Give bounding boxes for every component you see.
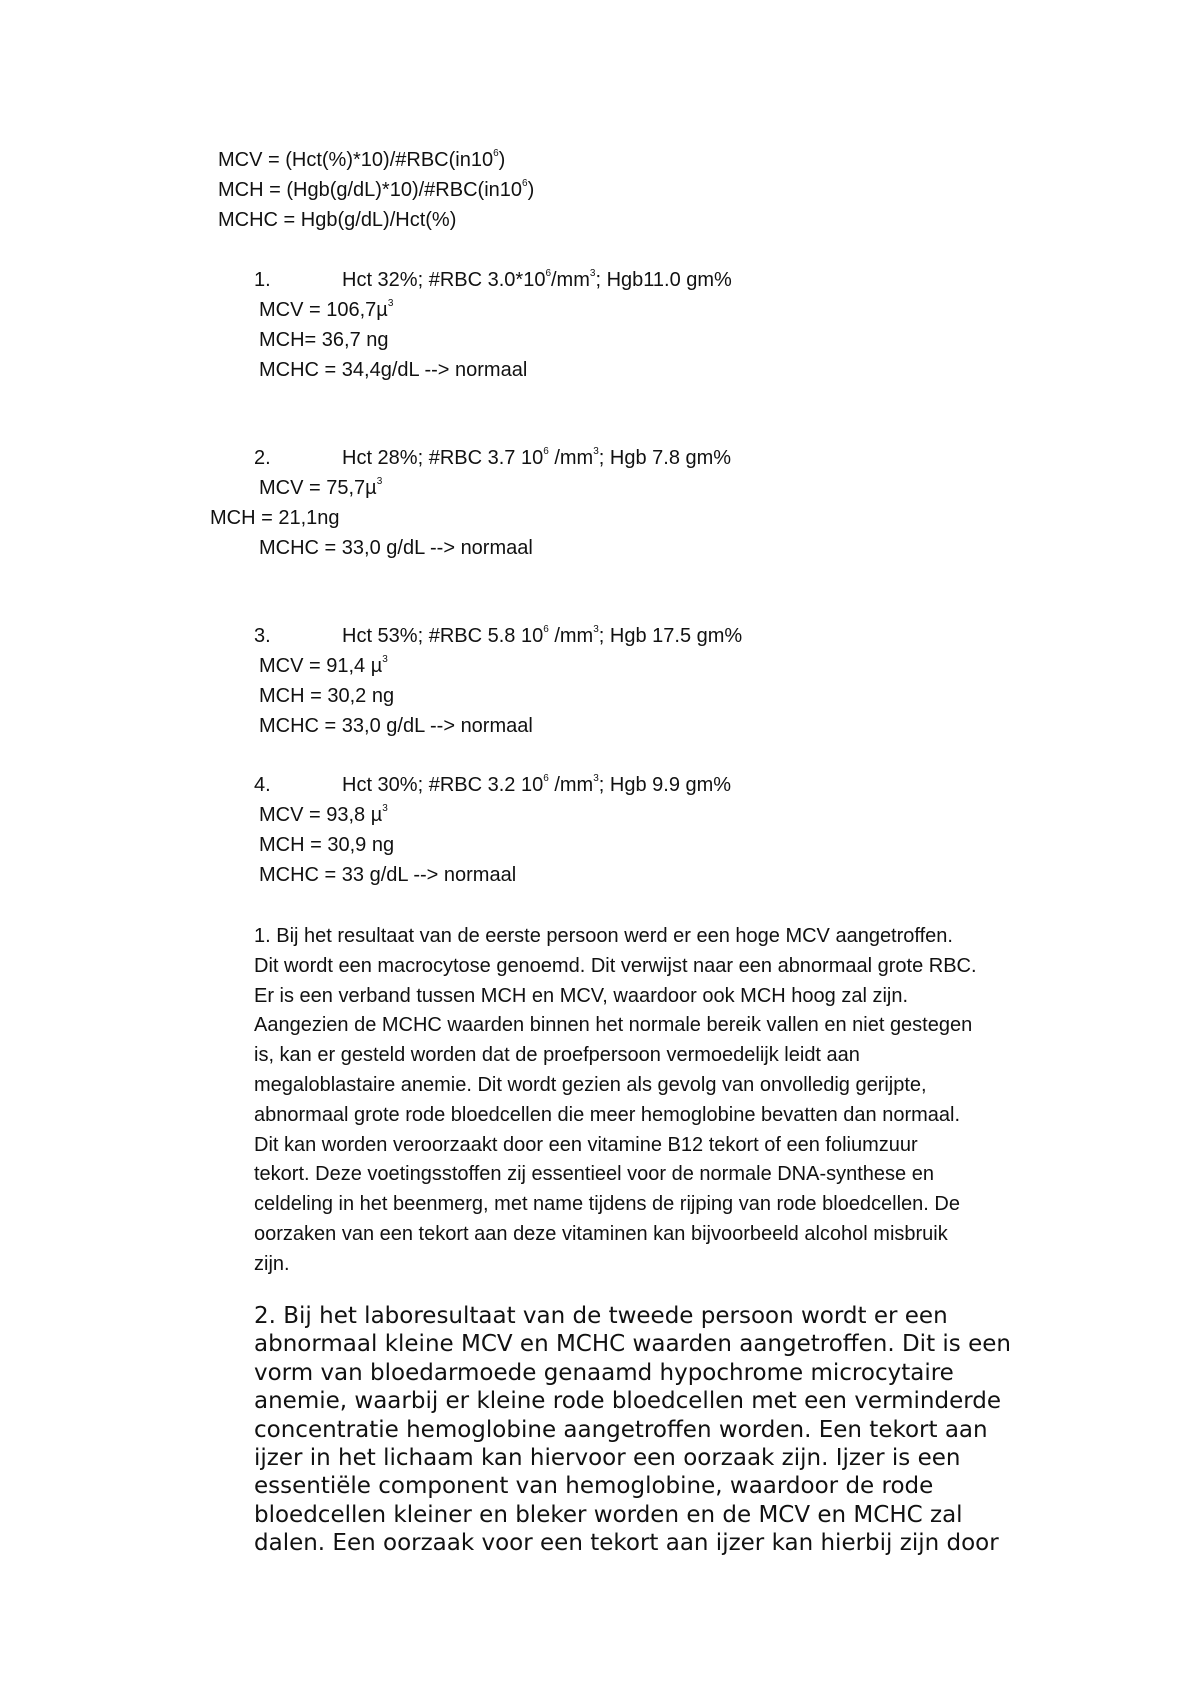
discussion-2-line: bloedcellen kleiner en bleker worden en de MCV en MCHC zal: [254, 1501, 963, 1528]
discussion-2-line: ijzer in het lichaam kan hiervoor een oorzaak zijn. Ijzer is een: [254, 1445, 961, 1472]
discussion-1-line: is, kan er gesteld worden dat de proefpersoon vermoedelijk leidt aan: [254, 1044, 860, 1067]
case-2-mchc: MCHC = 33,0 g/dL --> normaal: [259, 537, 533, 559]
discussion-2-line: 2. Bij het laboresultaat van de tweede persoon wordt er een: [254, 1303, 948, 1329]
formula-mch: MCH = $(Hgb(g/dL)*10)/\#RBC(in10^6)$: [218, 178, 535, 201]
discussion-1-line: megaloblastaire anemie. Dit wordt gezien als gevolg van onvolledig gerijpte,: [254, 1073, 927, 1096]
discussion-1-line: tekort. Deze voetingsstoffen zij essentieel voor de normale DNA-synthese en: [254, 1163, 934, 1186]
discussion-2-line: essentiële component van hemoglobine, waardoor de rode: [254, 1473, 934, 1500]
discussion-1-line: Dit kan worden veroorzaakt door een vitamine B12 tekort of een foliumzuur: [254, 1133, 918, 1156]
case-1-mchc: MCHC = 34,4g/dL --> normaal: [259, 359, 528, 381]
case-4-header: 4. Hct 30%; #RBC 3.2 $10^6$ $/mm^3$; Hgb 9.9 gm%: [254, 773, 732, 796]
discussion-2-line: abnormaal kleine MCV en MCHC waarden aangetroffen. Dit is een: [254, 1331, 1011, 1358]
case-1-header: 1. Hct 32%; #RBC $3.0*10^6/mm^3$; Hgb11.0 gm%: [254, 268, 732, 291]
discussion-1-line: abnormaal grote rode bloedcellen die meer hemoglobine bevatten dan normaal.: [254, 1103, 961, 1126]
case-3-mchc: MCHC = 33,0 g/dL --> normaal: [259, 715, 533, 737]
discussion-1-line: Dit wordt een macrocytose genoemd. Dit verwijst naar een abnormaal grote RBC.: [254, 954, 977, 977]
discussion-1-line: celdeling in het beenmerg, met name tijdens de rijping van rode bloedcellen. De: [254, 1193, 960, 1216]
formula-mcv: MCV = $(Hct(\%)*10)/\#RBC(in10^6)$: [218, 148, 506, 171]
discussion-2-paragraph: [254, 1302, 1154, 1558]
case-3-header: 3. Hct 53%; #RBC 5.8 $10^6$ $/mm^3$; Hgb 17.5 gm%: [254, 624, 743, 647]
discussion-2-line: vorm van bloedarmoede genaamd hypochrome microcytaire: [254, 1359, 954, 1386]
case-1-mch: MCH= 36,7 ng: [259, 329, 389, 351]
case-3-mcv: MCV = 91,4 µ$^3$: [259, 654, 388, 677]
formula-mchc: MCHC = Hgb(g/dL)/Hct(%): [218, 209, 457, 231]
case-4-mchc: MCHC = 33 g/dL --> normaal: [259, 864, 517, 886]
case-4-mcv: MCV = 93,8 µ$^3$: [259, 803, 388, 826]
discussion-1-line: Aangezien de MCHC waarden binnen het normale bereik vallen en niet gestegen: [254, 1014, 973, 1037]
discussion-2-line: dalen. Een oorzaak voor een tekort aan ijzer kan hierbij zijn door: [254, 1530, 999, 1557]
discussion-1-paragraph: [254, 922, 1114, 1280]
discussion-1-line: oorzaken van een tekort aan deze vitaminen kan bijvoorbeeld alcohol misbruik: [254, 1222, 948, 1245]
case-2-header: 2. Hct 28%; #RBC 3.7 $10^6$ $/mm^3$; Hgb 7.8 gm%: [254, 446, 732, 469]
case-2-mcv: MCV = 75,7µ$^3$: [259, 476, 383, 499]
discussion-1-line: 1. Bij het resultaat van de eerste persoon werd er een hoge MCV aangetroffen.: [254, 925, 953, 947]
discussion-1-line: Er is een verband tussen MCH en MCV, waardoor ook MCH hoog zal zijn.: [254, 984, 909, 1007]
case-3-mch: MCH = 30,2 ng: [259, 685, 395, 707]
case-2-mch: MCH = 21,1ng: [210, 507, 340, 529]
discussion-1-line: zijn.: [254, 1252, 290, 1275]
discussion-2-line: concentratie hemoglobine aangetroffen worden. Een tekort aan: [254, 1416, 988, 1443]
case-4-mch: MCH = 30,9 ng: [259, 834, 395, 856]
discussion-2-line: anemie, waarbij er kleine rode bloedcellen met een verminderde: [254, 1388, 1002, 1415]
case-1-mcv: MCV = 106,7µ$^3$: [259, 298, 394, 321]
